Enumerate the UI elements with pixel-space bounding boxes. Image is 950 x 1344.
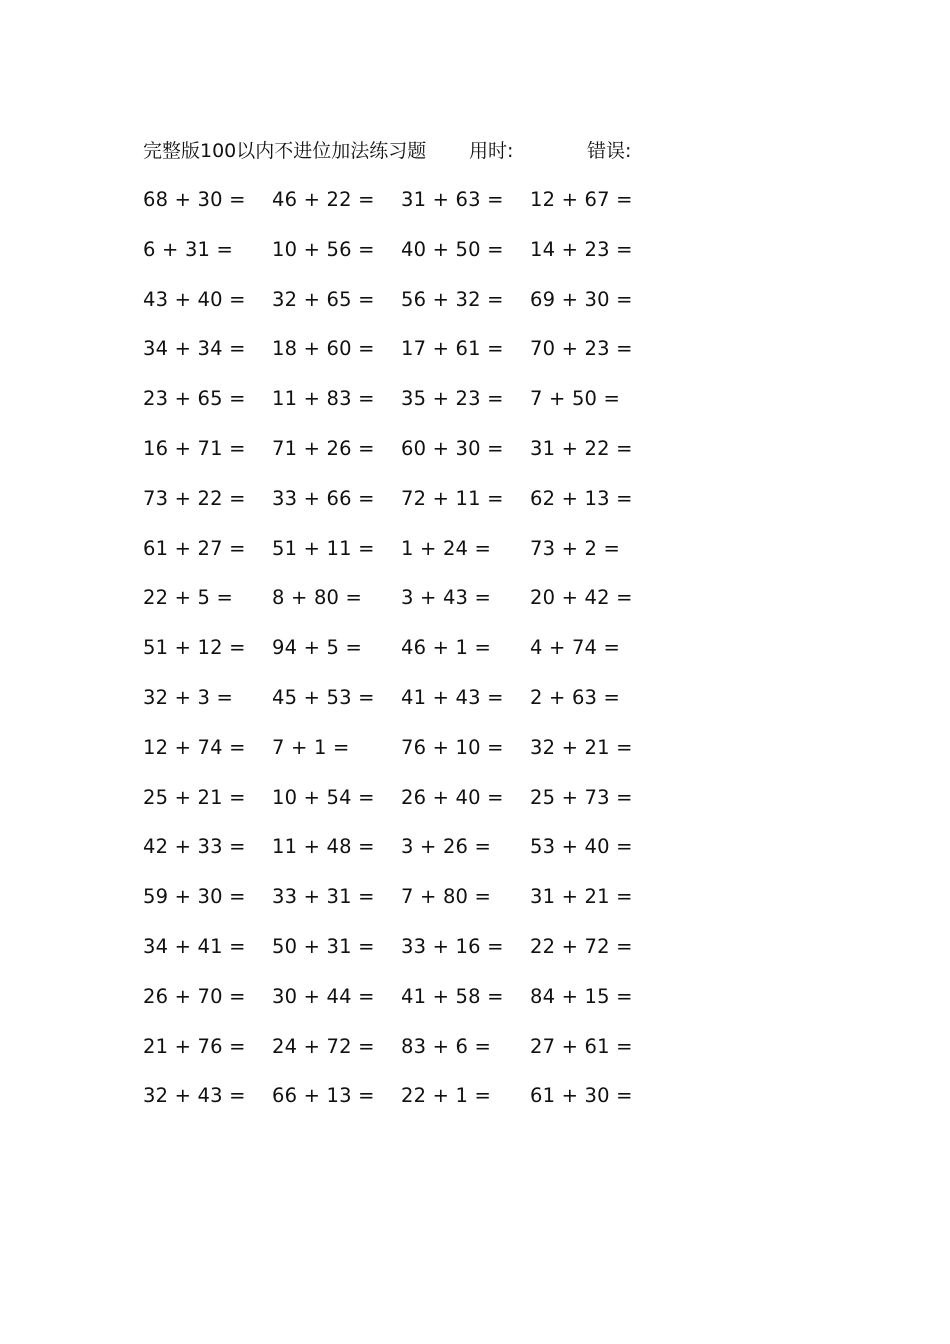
problem-row: [0, 1031, 950, 1081]
addition-problem: 45 + 53 =: [272, 685, 375, 709]
addition-problem: 70 + 23 =: [530, 337, 633, 361]
worksheet-title: 完整版100以内不进位加法练习题: [143, 140, 427, 162]
addition-problem: 53 + 40 =: [530, 835, 633, 859]
addition-problem: 12 + 74 =: [143, 735, 246, 759]
addition-problem: 59 + 30 =: [143, 885, 246, 909]
problem-row: [0, 533, 950, 583]
problem-row: [0, 284, 950, 334]
addition-problem: 7 + 50 =: [530, 387, 621, 411]
addition-problem: 73 + 2 =: [530, 536, 621, 560]
addition-problem: 31 + 63 =: [401, 188, 504, 211]
addition-problem: 16 + 71 =: [143, 436, 246, 460]
addition-problem: 4 + 74 =: [530, 636, 621, 660]
addition-problem: 42 + 33 =: [143, 835, 246, 859]
addition-problem: 32 + 43 =: [143, 1084, 246, 1108]
addition-problem: 12 + 67 =: [530, 188, 633, 211]
addition-problem: 50 + 31 =: [272, 934, 375, 958]
addition-problem: 6 + 31 =: [143, 237, 234, 261]
addition-problem: 17 + 61 =: [401, 337, 504, 361]
error-label: 错误:: [587, 140, 632, 162]
addition-problem: 61 + 27 =: [143, 536, 246, 560]
addition-problem: 33 + 31 =: [272, 885, 375, 909]
addition-problem: 23 + 65 =: [143, 387, 246, 411]
addition-problem: 61 + 30 =: [530, 1084, 633, 1108]
problem-row: [0, 831, 950, 881]
problem-row: [0, 234, 950, 284]
addition-problem: 10 + 56 =: [272, 237, 375, 261]
addition-problem: 30 + 44 =: [272, 984, 375, 1008]
addition-problem: 31 + 21 =: [530, 885, 633, 909]
addition-problem: 32 + 21 =: [530, 735, 633, 759]
addition-problem: 11 + 83 =: [272, 387, 375, 411]
addition-problem: 83 + 6 =: [401, 1034, 492, 1058]
addition-problem: 51 + 11 =: [272, 536, 375, 560]
addition-problem: 84 + 15 =: [530, 984, 633, 1008]
problem-row: [0, 582, 950, 632]
addition-problem: 2 + 63 =: [530, 685, 621, 709]
addition-problem: 7 + 1 =: [272, 735, 350, 759]
problem-row: [0, 433, 950, 483]
addition-problem: 22 + 1 =: [401, 1084, 492, 1108]
addition-problem: 11 + 48 =: [272, 835, 375, 859]
addition-problem: 60 + 30 =: [401, 436, 504, 460]
addition-problem: 21 + 76 =: [143, 1034, 246, 1058]
problem-row: [0, 931, 950, 981]
addition-problem: 41 + 58 =: [401, 984, 504, 1008]
addition-problem: 25 + 73 =: [530, 785, 633, 809]
addition-problem: 32 + 65 =: [272, 287, 375, 311]
problem-row: [0, 682, 950, 732]
addition-problem: 94 + 5 =: [272, 636, 363, 660]
addition-problem: 46 + 1 =: [401, 636, 492, 660]
addition-problem: 24 + 72 =: [272, 1034, 375, 1058]
addition-problem: 14 + 23 =: [530, 237, 633, 261]
addition-problem: 71 + 26 =: [272, 436, 375, 460]
addition-problem: 26 + 70 =: [143, 984, 246, 1008]
problem-row: [0, 632, 950, 682]
time-label: 用时:: [469, 140, 514, 162]
problem-row: [0, 1080, 950, 1130]
addition-problem: 66 + 13 =: [272, 1084, 375, 1108]
problem-row: [0, 483, 950, 533]
addition-problem: 76 + 10 =: [401, 735, 504, 759]
addition-problem: 22 + 5 =: [143, 586, 234, 610]
addition-problem: 33 + 66 =: [272, 486, 375, 510]
addition-problem: 20 + 42 =: [530, 586, 633, 610]
addition-problem: 69 + 30 =: [530, 287, 633, 311]
addition-problem: 7 + 80 =: [401, 885, 492, 909]
addition-problem: 35 + 23 =: [401, 387, 504, 411]
problem-row: [0, 881, 950, 931]
worksheet-header: [143, 136, 703, 166]
addition-problem: 40 + 50 =: [401, 237, 504, 261]
addition-problem: 56 + 32 =: [401, 287, 504, 311]
addition-problem: 41 + 43 =: [401, 685, 504, 709]
addition-problem: 8 + 80 =: [272, 586, 363, 610]
addition-problem: 3 + 26 =: [401, 835, 492, 859]
problem-row: [0, 782, 950, 832]
addition-problem: 22 + 72 =: [530, 934, 633, 958]
addition-problem: 34 + 41 =: [143, 934, 246, 958]
addition-problem: 27 + 61 =: [530, 1034, 633, 1058]
addition-problem: 3 + 43 =: [401, 586, 492, 610]
addition-problem: 1 + 24 =: [401, 536, 492, 560]
addition-problem: 46 + 22 =: [272, 188, 375, 211]
problem-grid: [0, 184, 950, 1130]
addition-problem: 32 + 3 =: [143, 685, 234, 709]
addition-problem: 26 + 40 =: [401, 785, 504, 809]
addition-problem: 33 + 16 =: [401, 934, 504, 958]
addition-problem: 34 + 34 =: [143, 337, 246, 361]
addition-problem: 73 + 22 =: [143, 486, 246, 510]
addition-problem: 43 + 40 =: [143, 287, 246, 311]
addition-problem: 62 + 13 =: [530, 486, 633, 510]
problem-row: [0, 732, 950, 782]
addition-problem: 51 + 12 =: [143, 636, 246, 660]
addition-problem: 68 + 30 =: [143, 188, 246, 211]
addition-problem: 25 + 21 =: [143, 785, 246, 809]
problem-row: [0, 184, 950, 234]
addition-problem: 10 + 54 =: [272, 785, 375, 809]
addition-problem: 18 + 60 =: [272, 337, 375, 361]
addition-problem: 72 + 11 =: [401, 486, 504, 510]
problem-row: [0, 981, 950, 1031]
addition-problem: 31 + 22 =: [530, 436, 633, 460]
problem-row: [0, 333, 950, 383]
problem-row: [0, 383, 950, 433]
